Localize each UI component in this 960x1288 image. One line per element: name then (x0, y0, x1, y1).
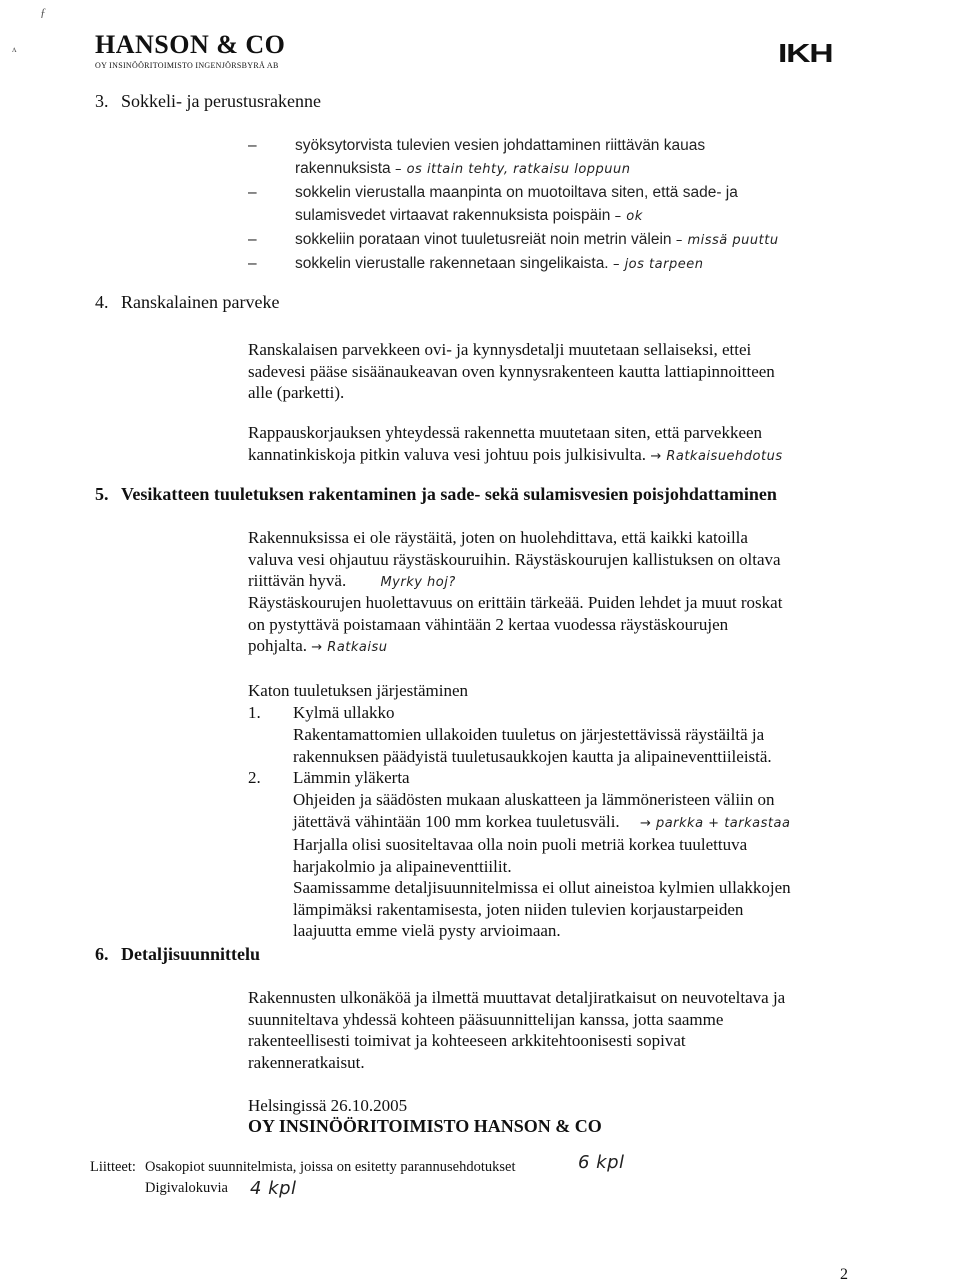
text-line: laajuutta emme vielä pysty arvioimaan. (293, 921, 561, 940)
bullet-item (248, 252, 868, 276)
bullet-item (248, 134, 868, 181)
section-5-heading (95, 483, 777, 505)
section-number: 3. (95, 91, 109, 111)
text-line: Harjalla olisi suositeltavaa olla noin puoli metriä korkea tuulettuva (293, 835, 748, 854)
section-3-bullets (248, 134, 868, 276)
text-line: Ranskalaisen parvekkeen ovi- ja kynnysdetalji muutetaan sellaiseksi, ettei (248, 340, 752, 359)
text-line: Räystäskourujen huolettavuus on erittäin tärkeää. Puiden lehdet ja muut roskat (248, 593, 783, 612)
text-line: lämpimäksi rakentamisesta, joten niiden tulevien korjaustarpeiden (293, 899, 744, 919)
text-line: kannatinkiskoja pitkin valuva vesi johtuu pois julkisivulta. (248, 444, 647, 464)
text-line: on pystyttävä poistamaan vähintään 2 kertaa vuodessa räystäskourujen (248, 614, 729, 634)
section-number: 5. (95, 484, 109, 504)
attachment-line-2: Digivalokuvia (145, 1180, 228, 1196)
section-number: 4. (95, 292, 109, 312)
section-4-paragraph-1 (248, 339, 888, 404)
attachment-line-1: Osakopiot suunnitelmista, joissa on esitetty parannusehdotukset (145, 1159, 516, 1175)
bullet-line-with-note (295, 204, 868, 228)
item-2-title: Lämmin yläkerta (293, 768, 410, 787)
item-1-body (293, 724, 893, 767)
bullet-item (248, 181, 868, 228)
item-2-body (293, 789, 893, 942)
bullet-line: sokkelin vierustalle rakennetaan singelikaista. (295, 255, 609, 272)
handwritten-note: → parkka + tarkastaa (639, 815, 791, 831)
text-line: harjakolmio ja alipaineventtiilit. (293, 856, 512, 876)
handwritten-note: – ok (614, 209, 643, 224)
text-line: alle (parketti). (248, 383, 345, 402)
handwritten-note: 4 kpl (250, 1178, 297, 1199)
corner-mark: ƒ (40, 5, 46, 19)
text-line: Rakennuksissa ei ole räystäitä, joten on huolehdittava, että kaikki katoilla (248, 528, 748, 547)
text-line: Rakennusten ulkonäköä ja ilmettä muuttavat detaljiratkaisut on neuvoteltava ja (248, 988, 786, 1007)
company-subtitle: OY INSINÖÖRITOIMISTO INGENJÖRSBYRÅ AB (95, 61, 279, 70)
section-6-heading (95, 943, 260, 965)
place-and-date: Helsingissä 26.10.2005 (248, 1096, 408, 1115)
handwritten-note: → Ratkaisu (311, 640, 388, 655)
bullet-line: sokkeliin porataan vinot tuuletusreiät noin metrin välein (295, 231, 672, 248)
text-line-with-note (248, 635, 888, 659)
handwritten-note: → Ratkaisuehdotus (650, 448, 783, 464)
bullet-item (248, 228, 868, 252)
text-line: Rakentamattomien ullakoiden tuuletus on järjestettävissä räystäiltä ja (293, 725, 765, 744)
handwritten-note: Myrky hoj? (380, 575, 456, 590)
section-title: Ranskalainen parveke (121, 292, 280, 312)
bullet-line-with-note (295, 228, 868, 252)
attachments-label: Liitteet: (90, 1159, 136, 1175)
section-number: 6. (95, 944, 109, 964)
bullet-line-with-note (295, 157, 868, 181)
text-line: riittävän hyvä. (248, 571, 347, 590)
text-line: Saamissamme detaljisuunnitelmissa ei ollut aineistoa kylmien ullakkojen (293, 878, 791, 897)
text-line-with-note (248, 444, 908, 468)
page-number: 2 (840, 1266, 848, 1283)
bullet-line-with-note (295, 252, 868, 276)
text-line: suunniteltava yhdessä kohteen pääsuunnittelijan kanssa, jotta saamme (248, 1009, 724, 1029)
text-line: jätettävä vähintään 100 mm korkea tuuletusväli. (293, 811, 620, 831)
bullet-dash: – (248, 231, 257, 248)
bullet-line: rakennuksista (295, 160, 391, 177)
item-2-number: 2. (248, 768, 261, 787)
section-5-paragraph-2 (248, 592, 888, 659)
text-line: sadevesi pääse sisäänaukeavan oven kynnysrakenteen kautta lattiapinnoitteen (248, 361, 775, 381)
text-line-with-note (248, 570, 888, 594)
section-title: Detaljisuunnittelu (121, 944, 261, 964)
corner-mark-2: ʌ (12, 44, 17, 54)
section-title: Vesikatteen tuuletuksen rakentaminen ja sade- sekä sulamisvesien poisjohdattaminen (121, 484, 777, 504)
bullet-dash: – (248, 137, 257, 154)
bullet-dash: – (248, 184, 257, 201)
item-1-number: 1. (248, 703, 261, 722)
roof-ventilation-subtitle: Katon tuuletuksen järjestäminen (248, 681, 468, 700)
item-1-title: Kylmä ullakko (293, 703, 395, 722)
handwritten-note: – missä puuttu (675, 233, 779, 248)
company-name: HANSON & CO (95, 30, 286, 59)
text-line-with-note (293, 811, 893, 835)
bullet-line: sokkelin vierustalla maanpinta on muotoiltava siten, että sade- ja (295, 184, 738, 201)
text-line: Rappauskorjauksen yhteydessä rakennetta muutetaan siten, että parvekkeen (248, 423, 763, 442)
section-5-paragraph-1 (248, 527, 888, 594)
section-3-heading (95, 90, 321, 112)
signature-company: OY INSINÖÖRITOIMISTO HANSON & CO (248, 1116, 602, 1136)
section-4-heading (95, 291, 279, 313)
text-line: rakenteellisesti toimivat ja kohteeseen arkkitehtoonisesti sopivat (248, 1031, 686, 1050)
text-line: rakenneratkaisut. (248, 1052, 365, 1072)
section-4-paragraph-2 (248, 422, 908, 467)
handwritten-note: – os ittain tehty, ratkaisu loppuun (394, 162, 631, 177)
bullet-dash: – (248, 255, 257, 272)
text-line: rakennuksen päädyistä tuuletusaukkojen kautta ja alipaineventtiileistä. (293, 746, 772, 766)
text-line: pohjalta. (248, 636, 308, 655)
company-logo: IKH (778, 38, 833, 68)
handwritten-note: – jos tarpeen (612, 257, 704, 272)
handwritten-note: 6 kpl (578, 1152, 625, 1173)
bullet-line: sulamisvedet virtaavat rakennuksista poispäin (295, 207, 611, 224)
section-title: Sokkeli- ja perustusrakenne (121, 91, 321, 111)
text-line: Ohjeiden ja säädösten mukaan aluskatteen ja lämmöneristeen väliin on (293, 790, 775, 809)
bullet-line: syöksytorvista tulevien vesien johdattaminen riittävän kauas (295, 137, 706, 154)
section-6-paragraph (248, 987, 888, 1073)
text-line: valuva vesi ohjautuu räystäskouruihin. Räystäskourujen kallistuksen on oltava (248, 549, 781, 569)
